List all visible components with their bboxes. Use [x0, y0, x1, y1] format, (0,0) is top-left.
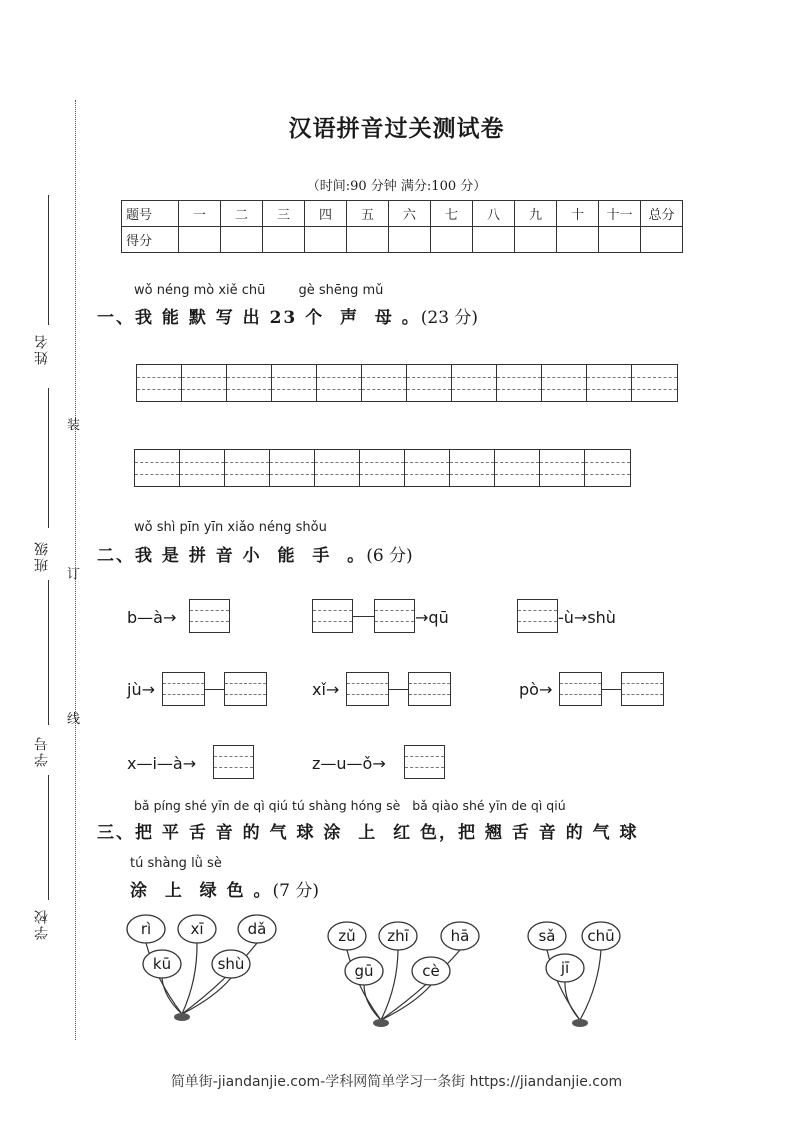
balloon-pinyin: zǔ [338, 927, 356, 945]
q2-item-h-prompt: z—u—ǒ→ [312, 754, 386, 773]
footer-watermark: 简单街-jiandanjie.com-学科网简单学习一条街 https://jiandanjie.com [170, 1074, 623, 1090]
time-and-score-info: （时间:90 分钟 满分:100 分） [306, 179, 487, 194]
header-cell: 题号 [122, 201, 179, 227]
header-cell: 十 [557, 201, 599, 227]
binding-char-ding: 订 [67, 567, 81, 582]
balloon-pinyin: kū [152, 955, 172, 973]
q2-item-a-prompt: b—à→ [127, 608, 177, 627]
balloon-string [364, 985, 381, 1020]
balloon-pinyin: dǎ [247, 920, 267, 938]
balloon-pinyin: cè [422, 962, 440, 980]
header-cell: 四 [305, 201, 347, 227]
header-cell: 八 [473, 201, 515, 227]
balloon-pinyin: hā [450, 927, 470, 945]
balloon-pinyin: chū [587, 927, 615, 945]
student-number-label: 学号 [34, 735, 50, 767]
q2-pinyin: wǒ shì pīn yīn xiǎo néng shǒu [134, 520, 327, 535]
header-cell: 九 [515, 201, 557, 227]
header-cell: 五 [347, 201, 389, 227]
header-cell: 六 [389, 201, 431, 227]
header-cell: 二 [221, 201, 263, 227]
q1-pinyin: wǒ néng mò xiě chū gè shēng mǔ [134, 283, 384, 298]
balloon-string [182, 943, 197, 1014]
q2-item-c-suffix: -ù→shù [558, 608, 616, 627]
balloon-pinyin: gū [354, 962, 374, 980]
balloon-knot [373, 1019, 389, 1027]
q2-item-e-prompt: xǐ→ [312, 680, 340, 699]
balloon-pinyin: xī [190, 920, 204, 938]
balloon-string [162, 978, 182, 1014]
header-cell: 总分 [641, 201, 683, 227]
q1-text: 一、我 能 默 写 出 23 个 声 母 。 [97, 308, 421, 328]
q2-item-d-prompt: jù→ [127, 680, 155, 699]
name-label: 姓名 [34, 333, 50, 365]
binding-char-xian: 线 [67, 712, 81, 727]
header-cell: 十一 [599, 201, 641, 227]
q3-pinyin-line2: tú shàng lǜ sè [130, 856, 222, 871]
q3-pinyin-line1: bǎ píng shé yīn de qì qiú tú shàng hóng sè bǎ qiào shé yīn de qì qiú [134, 798, 566, 813]
q2-item-g-prompt: x—i—à→ [127, 754, 197, 773]
balloon-pinyin: zhī [387, 927, 409, 945]
q2-item-f-prompt: pò→ [519, 680, 553, 699]
q2-points: (6 分) [366, 546, 413, 566]
page-title: 汉语拼音过关测试卷 [288, 115, 505, 142]
balloon-knot [174, 1013, 190, 1021]
header-cell: 三 [263, 201, 305, 227]
q3-points: (7 分) [272, 881, 319, 901]
balloon-pinyin: sǎ [538, 927, 556, 945]
q2-item-b-result: →qū [415, 608, 449, 627]
header-cell: 七 [431, 201, 473, 227]
balloon-pinyin: rì [140, 920, 152, 938]
q1-points: (23 分) [420, 308, 479, 328]
school-label: 学校 [34, 908, 50, 940]
class-label: 班级 [34, 540, 50, 572]
row-label: 得分 [122, 227, 179, 253]
balloon-pinyin: jī [560, 959, 570, 977]
binding-char-zhuang: 装 [67, 418, 81, 433]
q3-text-line2: 涂 上 绿 色 。 [130, 881, 273, 901]
q3-text-line1: 三、把 平 舌 音 的 气 球 涂 上 红 色，把 翘 舌 音 的 气 球 [97, 823, 639, 843]
balloon-pinyin: shù [217, 955, 245, 973]
header-cell: 一 [179, 201, 221, 227]
balloon-knot [572, 1019, 588, 1027]
balloon-string [580, 950, 601, 1020]
q2-text: 二、我 是 拼 音 小 能 手 。 [97, 546, 367, 566]
